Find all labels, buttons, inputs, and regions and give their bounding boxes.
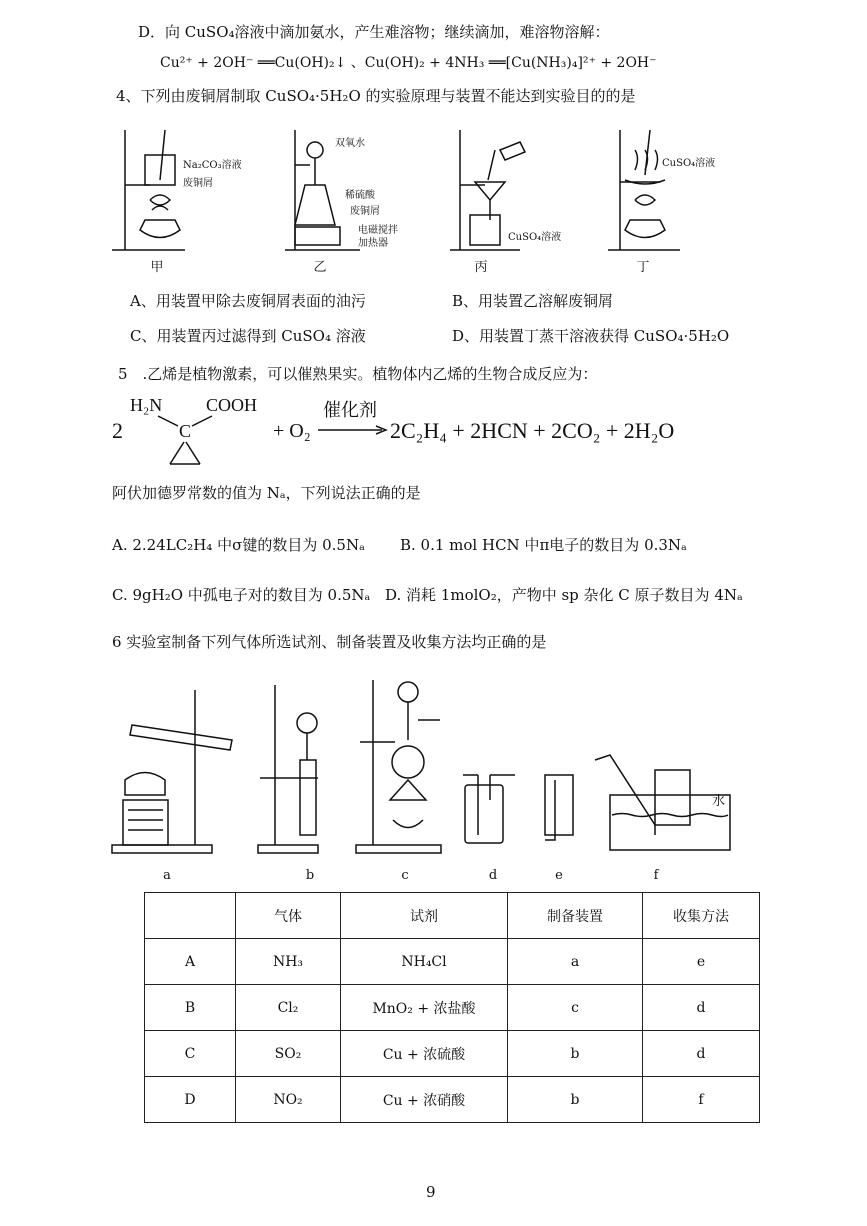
table-header-cell: 收集方法	[643, 893, 760, 939]
q4-yi-label-1: 双氧水	[335, 138, 365, 149]
table-header-cell	[145, 893, 236, 939]
table-cell: C	[145, 1031, 236, 1077]
q5-carboxyl-group: COOH	[206, 395, 258, 415]
q4-option-b: B、用装置乙溶解废铜屑	[452, 292, 614, 310]
table-cell: f	[643, 1077, 760, 1123]
q5-option-a: A. 2.24LC₂H₄ 中σ键的数目为 0.5Nₐ	[112, 536, 365, 554]
q6-label-c: c	[401, 868, 409, 883]
table-cell: Cl₂	[236, 985, 341, 1031]
table-cell: B	[145, 985, 236, 1031]
q5-amino-group: H₂N	[130, 395, 163, 415]
q4-apparatus-figure	[0, 120, 867, 300]
table-cell: NH₄Cl	[341, 939, 508, 985]
table-row	[145, 939, 760, 985]
q5-oxygen: + O₂	[273, 420, 311, 442]
q6-apparatus-figure	[0, 665, 867, 865]
q6-label-e: e	[555, 868, 563, 883]
q4-jia-label-2: 废铜屑	[183, 178, 213, 189]
q3-option-d-equation: Cu²⁺ + 2OH⁻ ══Cu(OH)₂↓ 、Cu(OH)₂ + 4NH₃ ══[Cu(NH₃)₄]²⁺ + 2OH⁻	[160, 55, 657, 71]
q5-stem: 5 .乙烯是植物激素，可以催熟果实。植物体内乙烯的生物合成反应为：	[118, 365, 598, 383]
q4-name-jia: 甲	[150, 260, 164, 275]
q4-bing-label-1: CuSO₄溶液	[508, 232, 562, 243]
q6-water-label: 水	[712, 794, 726, 809]
q4-yi-label-3: 废铜屑	[350, 206, 380, 217]
q4-stem: 4、下列由废铜屑制取 CuSO₄·5H₂O 的实验原理与装置不能达到实验目的的是	[116, 87, 636, 105]
q6-stem: 6 实验室制备下列气体所选试剂、制备装置及收集方法均正确的是	[112, 633, 547, 651]
q4-jia-label-1: Na₂CO₃溶液	[183, 160, 242, 171]
table-cell: c	[508, 985, 643, 1031]
table-cell: d	[643, 1031, 760, 1077]
q5-structure-bonds	[140, 400, 260, 480]
table-cell: Cu + 浓硫酸	[341, 1031, 508, 1077]
table-header-cell: 气体	[236, 893, 341, 939]
table-cell: a	[508, 939, 643, 985]
q4-name-yi: 乙	[313, 260, 327, 275]
q4-yi-label-2: 稀硫酸	[345, 190, 375, 201]
q6-label-a: a	[163, 868, 171, 883]
q3-option-d-text: D．向 CuSO₄溶液中滴加氨水，产生难溶物；继续滴加，难溶物溶解：	[138, 23, 610, 41]
q4-name-ding: 丁	[636, 260, 650, 275]
q6-options-table	[144, 892, 760, 1123]
q6-label-f: f	[653, 868, 659, 883]
table-header-row	[145, 893, 760, 939]
q4-option-d: D、用装置丁蒸干溶液获得 CuSO₄·5H₂O	[452, 327, 730, 345]
table-cell: D	[145, 1077, 236, 1123]
table-row	[145, 1031, 760, 1077]
table-row	[145, 1077, 760, 1123]
q5-coefficient: 2	[112, 418, 123, 443]
q6-label-b: b	[305, 868, 315, 883]
table-cell: b	[508, 1031, 643, 1077]
table-cell: MnO₂ + 浓盐酸	[341, 985, 508, 1031]
table-cell: SO₂	[236, 1031, 341, 1077]
q5-carbon: C	[179, 421, 192, 441]
q5-catalyst: 催化剂	[323, 400, 377, 421]
q6-label-d: d	[488, 868, 498, 883]
q4-yi-label-4: 电磁搅拌	[358, 225, 398, 236]
table-cell: NO₂	[236, 1077, 341, 1123]
table-cell: A	[145, 939, 236, 985]
table-cell: NH₃	[236, 939, 341, 985]
q5-sub-stem: 阿伏加德罗常数的值为 Nₐ，下列说法正确的是	[112, 484, 421, 502]
q5-option-d: D. 消耗 1molO₂，产物中 sp 杂化 C 原子数目为 4Nₐ	[385, 586, 743, 604]
page-number: 9	[426, 1183, 436, 1201]
q4-yi-label-5: 加热器	[358, 238, 388, 249]
table-cell: e	[643, 939, 760, 985]
q4-ding-label-1: CuSO₄溶液	[662, 158, 716, 169]
q4-option-c: C、用装置丙过滤得到 CuSO₄ 溶液	[130, 327, 366, 345]
table-header-cell: 制备装置	[508, 893, 643, 939]
table-row	[145, 985, 760, 1031]
table-cell: d	[643, 985, 760, 1031]
table-header-cell: 试剂	[341, 893, 508, 939]
q5-reaction-arrow-icon	[318, 425, 388, 435]
q4-option-a: A、用装置甲除去废铜屑表面的油污	[130, 292, 366, 310]
q5-option-b: B. 0.1 mol HCN 中π电子的数目为 0.3Nₐ	[400, 536, 687, 554]
q4-name-bing: 丙	[474, 260, 488, 275]
table-cell: b	[508, 1077, 643, 1123]
q5-option-c: C. 9gH₂O 中孤电子对的数目为 0.5Nₐ	[112, 586, 371, 604]
table-cell: Cu + 浓硝酸	[341, 1077, 508, 1123]
q5-products: 2C₂H₄ + 2HCN + 2CO₂ + 2H₂O	[390, 418, 675, 443]
